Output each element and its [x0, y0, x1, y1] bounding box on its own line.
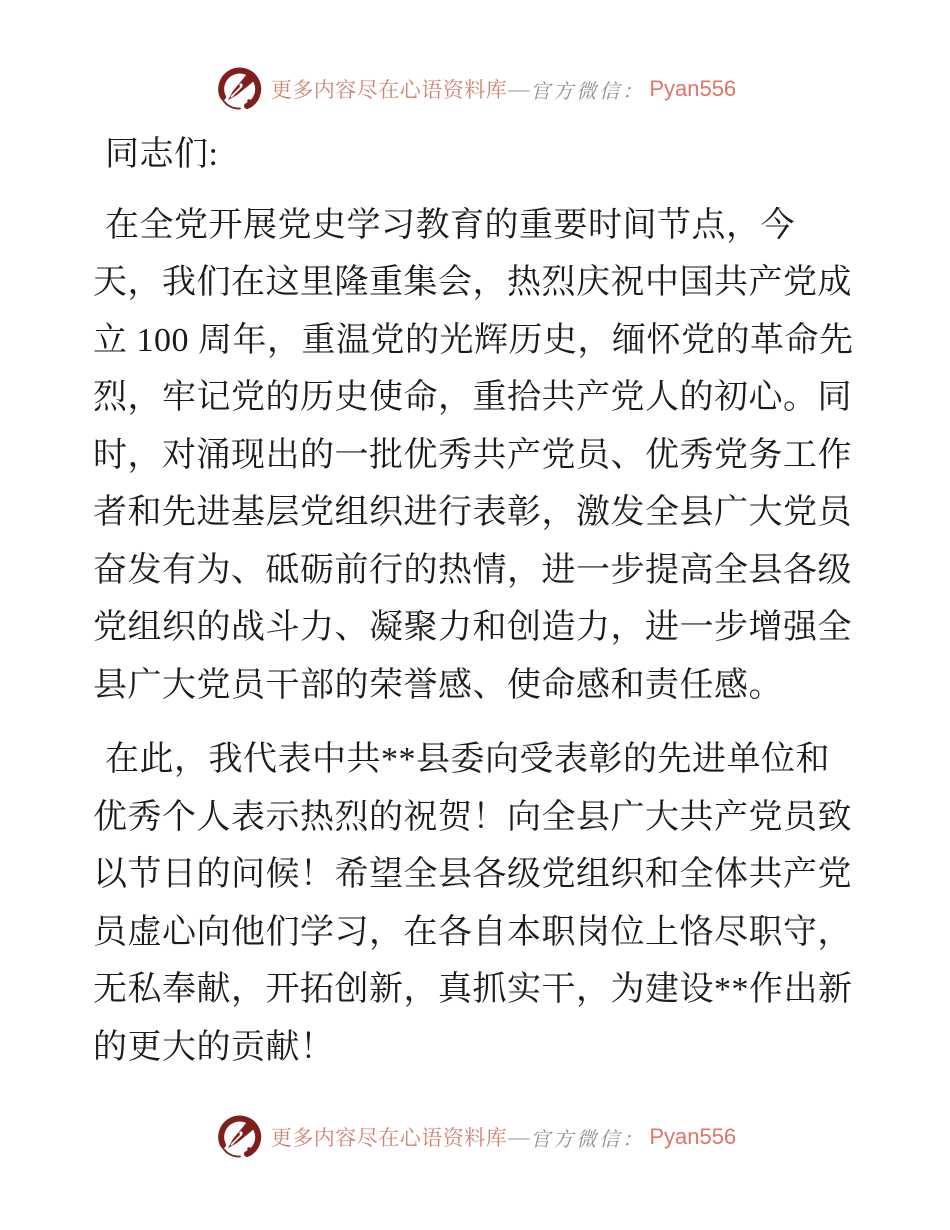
text-line: 党组织的战斗力、凝聚力和创造力，进一步增强全: [93, 609, 852, 646]
text-line: 奋发有为、砥砺前行的热情，进一步提高全县各级: [93, 551, 852, 589]
text-line: 无私奉献，开拓创新，真抓实干，为建设**作出新: [93, 971, 853, 1008]
watermark-brand-text: 更多内容尽在心语资料库: [270, 1126, 508, 1150]
text-line: 时，对涌现出的一批优秀共产党员、优秀党务工作: [93, 436, 852, 474]
pen-nib-circle-icon: [214, 64, 264, 114]
text-line: 立 100 周年，重温党的光辉历史，缅怀党的革命先: [93, 321, 854, 359]
salutation: 同志们:: [105, 136, 219, 173]
watermark-wechat-id: Pyan556: [649, 76, 737, 101]
watermark-separator: —: [508, 76, 530, 101]
text-line: 天，我们在这里隆重集会，热烈庆祝中国共产党成: [93, 264, 852, 301]
watermark-wechat-label: 官方微信：: [530, 80, 646, 103]
speech-body: [93, 126, 859, 1076]
text-line: 员虚心向他们学习，在各自本职岗位上恪尽职守，: [93, 913, 852, 951]
footer-watermark: [0, 1112, 950, 1162]
watermark-brand-text: 更多内容尽在心语资料库: [270, 78, 508, 102]
text-line: 的更大的贡献！: [93, 1028, 335, 1066]
text-line: 以节日的问候！希望全县各级党组织和全体共产党: [93, 856, 852, 893]
paragraphs-container: [93, 197, 859, 1077]
text-line: 优秀个人表示热烈的祝贺！向全县广大共产党员致: [93, 798, 852, 836]
text-line: 县广大党员干部的荣誉感、使命感和责任感。: [93, 666, 783, 704]
watermark-wechat-label: 官方微信：: [530, 1128, 646, 1151]
paragraph: [93, 197, 859, 715]
text-line: 烈，牢记党的历史使命，重拾共产党人的初心。同: [93, 379, 852, 416]
watermark-wechat-id: Pyan556: [649, 1124, 737, 1149]
text-line: 在全党开展党史学习教育的重要时间节点，今: [105, 206, 795, 244]
pen-nib-circle-icon: [214, 1112, 264, 1162]
paragraph: [93, 731, 859, 1076]
text-line: 者和先进基层党组织进行表彰，激发全县广大党员: [93, 494, 852, 531]
watermark-separator: —: [508, 1124, 530, 1149]
text-line: 在此，我代表中共**县委向受表彰的先进单位和: [105, 741, 830, 778]
header-watermark: [0, 64, 950, 114]
